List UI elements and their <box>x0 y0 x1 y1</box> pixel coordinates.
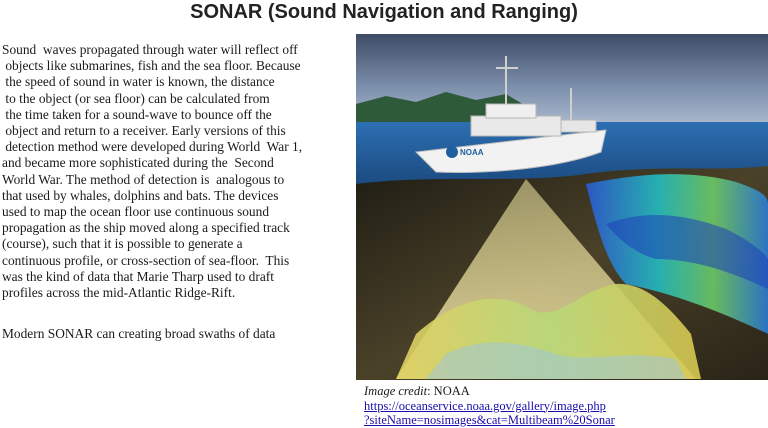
credit-label: Image credit <box>364 384 428 398</box>
paragraph-line: continuous profile, or cross-section of sea-floor. This <box>2 252 290 268</box>
paragraph-line: (course), such that it is possible to generate a <box>2 236 243 252</box>
paragraph-line: propagation as the ship moved along a specified track <box>2 220 290 236</box>
paragraph-line: Sound waves propagated through water will reflect off <box>2 42 298 57</box>
paragraph-line: objects like submarines, fish and the sea floor. Because <box>2 58 301 74</box>
paragraph-line: the speed of sound in water is known, the distance <box>2 74 275 90</box>
paragraph-line: object and return to a receiver. Early versions of this <box>2 123 286 139</box>
page-title: SONAR (Sound Navigation and Ranging) <box>190 1 578 23</box>
sonar-description <box>2 42 352 301</box>
paragraph-line: and became more sophisticated during the Second <box>2 155 274 171</box>
ship-logo-text: NOAA <box>460 148 484 157</box>
image-credit <box>364 384 615 428</box>
paragraph-line: used to map the ocean floor use continuous sound <box>2 204 270 220</box>
paragraph-line: World War. The method of detection is analogous to <box>2 171 285 187</box>
multibeam-sonar-illustration <box>356 34 768 380</box>
paragraph-line: that used by whales, dolphins and bats. The devices <box>2 187 279 203</box>
credit-link-line2[interactable]: ?siteName=nosimages&cat=Multibeam%20Sonar <box>364 413 615 427</box>
credit-link-line1[interactable]: https://oceanservice.noaa.gov/gallery/image.php <box>364 398 606 413</box>
paragraph-line: to the object (or sea floor) can be calculated from <box>2 90 270 106</box>
paragraph-line: profiles across the mid-Atlantic Ridge-Rift. <box>2 285 236 301</box>
modern-sonar-text: Modern SONAR can creating broad swaths of data <box>2 326 276 341</box>
credit-source: : NOAA <box>427 384 470 398</box>
paragraph-line: detection method were developed during World War 1, <box>2 139 303 155</box>
paragraph-line: was the kind of data that Marie Tharp used to draft <box>2 268 274 284</box>
paragraph-line: the time taken for a sound-wave to bounce off the <box>2 106 272 122</box>
